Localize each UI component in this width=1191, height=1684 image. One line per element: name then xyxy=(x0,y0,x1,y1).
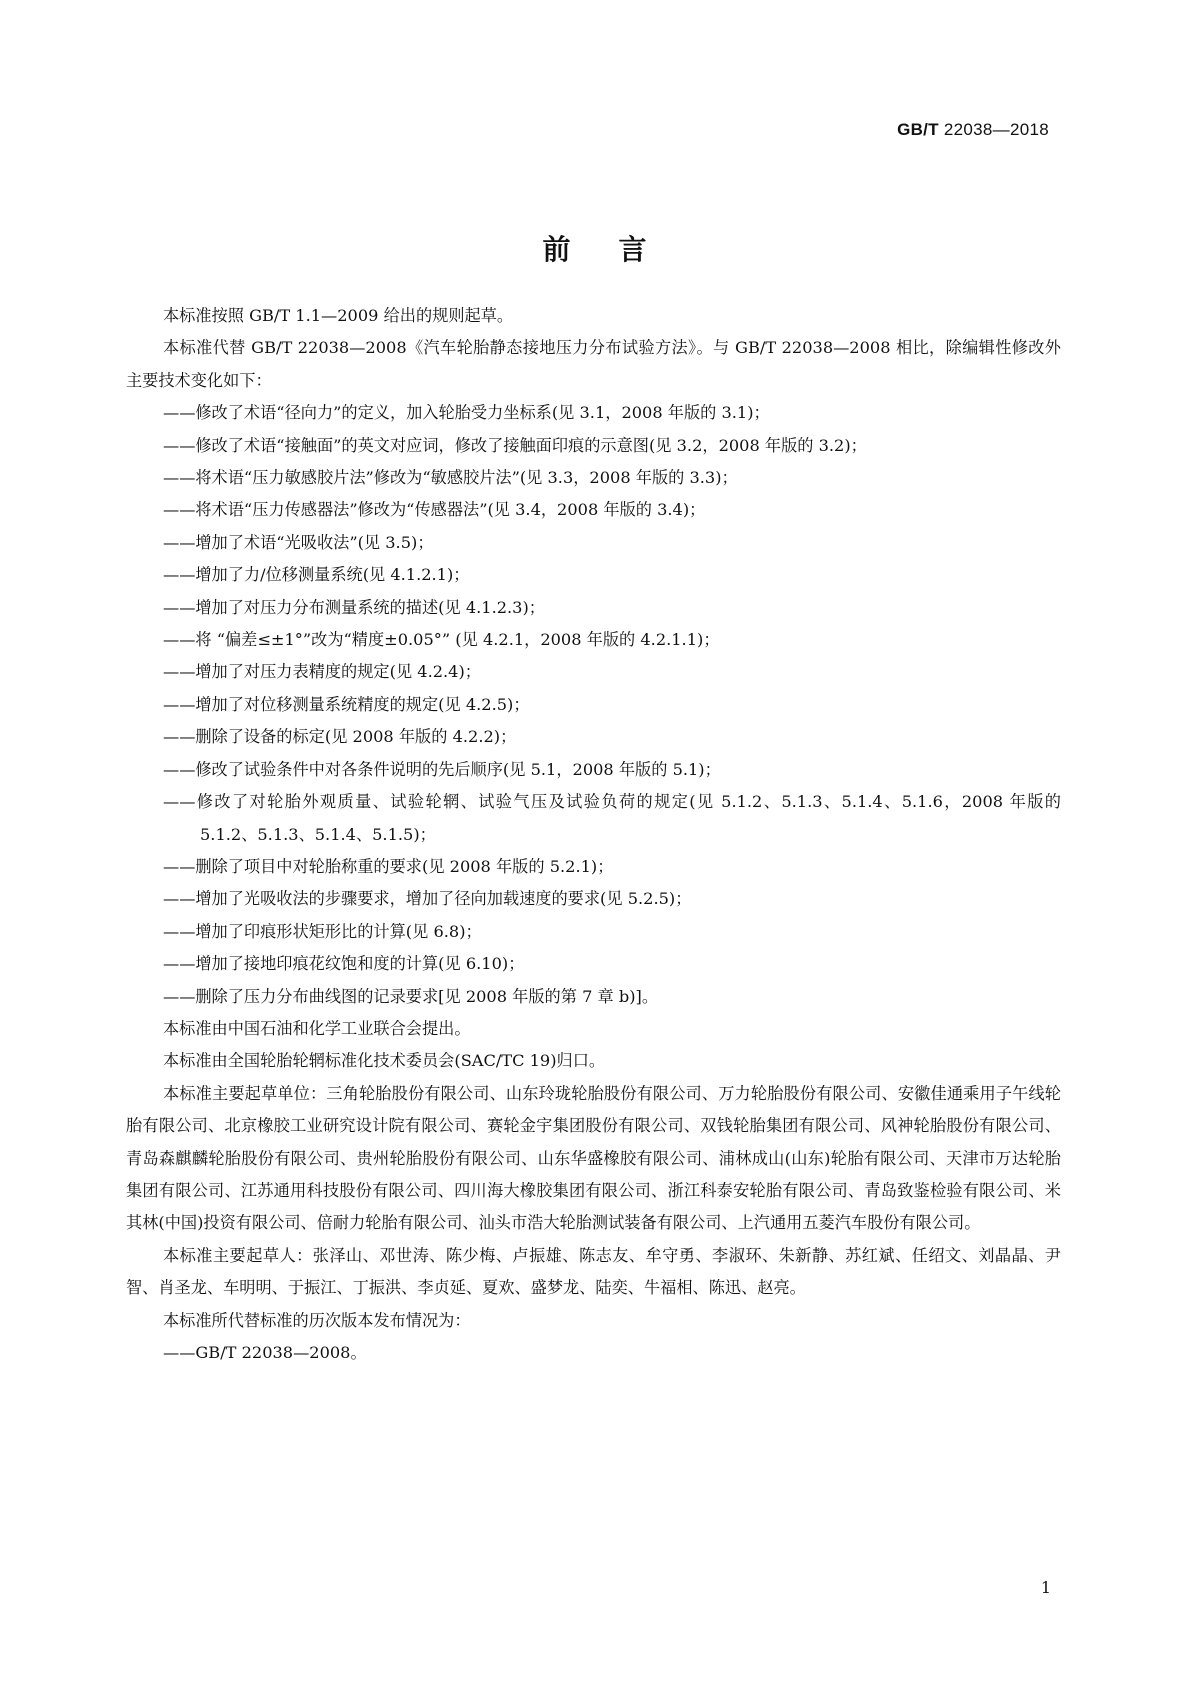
list-item: ——增加了术语“光吸收法”(见 3.5)； xyxy=(163,532,434,552)
list-item: ——将术语“压力传感器法”修改为“传感器法”(见 3.4，2008 年版的 3.4)； xyxy=(163,500,706,520)
standard-code-prefix: GB/T xyxy=(897,120,939,139)
list-item: ——增加了对压力分布测量系统的描述(见 4.1.2.3)； xyxy=(163,597,545,617)
drafting-rules-paragraph: 本标准按照 GB/T 1.1—2009 给出的规则起草。 xyxy=(163,306,514,325)
list-item: ——增加了印痕形状矩形比的计算(见 6.8)； xyxy=(163,921,482,941)
list-item: ——增加了光吸收法的步骤要求，增加了径向加载速度的要求(见 5.2.5)； xyxy=(163,889,692,909)
page-number: 1 xyxy=(1040,1578,1051,1597)
list-item: ——删除了压力分布曲线图的记录要求[见 2008 年版的第 7 章 b)]。 xyxy=(163,986,659,1006)
list-item: ——增加了对位移测量系统精度的规定(见 4.2.5)； xyxy=(163,694,530,714)
proposer-paragraph: 本标准由中国石油和化学工业联合会提出。 xyxy=(163,1018,471,1038)
page-title-char-1: 前 xyxy=(542,233,573,266)
list-item: ——修改了试验条件中对各条件说明的先后顺序(见 5.1，2008 年版的 5.1)； xyxy=(163,759,721,779)
standard-code xyxy=(897,120,1049,140)
list-item: ——删除了项目中对轮胎称重的要求(见 2008 年版的 5.2.1)； xyxy=(163,856,614,876)
list-item: ——修改了对轮胎外观质量、试验轮辋、试验气压及试验负荷的规定(见 5.1.2、5.1.3、5.1.4、5.1.6，2008 年版的 5.1.2、5.1.3、5.1.4、5.1.5)； xyxy=(163,792,1061,844)
list-item: ——修改了术语“接触面”的英文对应词，修改了接触面印痕的示意图(见 3.2，2008 年版的 3.2)； xyxy=(163,435,867,455)
drafters-paragraph: 本标准主要起草人：张泽山、邓世涛、陈少梅、卢振雄、陈志友、牟守勇、李淑环、朱新静、苏红斌、任绍文、刘晶晶、尹智、肖圣龙、车明明、于振江、丁振洪、李贞延、夏欢、盛梦龙、陆奕、牛福相、陈迅、赵亮。 xyxy=(126,1245,1061,1298)
list-item: ——将 “偏差≤±1°”改为“精度±0.05°” (见 4.2.1，2008 年版的 4.2.1.1)； xyxy=(163,630,720,650)
committee-paragraph: 本标准由全国轮胎轮辋标准化技术委员会(SAC/TC 19)归口。 xyxy=(163,1051,606,1071)
page-title xyxy=(0,228,1191,268)
list-item: ——删除了设备的标定(见 2008 年版的 4.2.2)； xyxy=(163,727,517,747)
changes-list xyxy=(126,397,1061,1013)
list-item: ——增加了接地印痕花纹饱和度的计算(见 6.10)； xyxy=(163,954,525,974)
list-item: ——将术语“压力敏感胶片法”修改为“敏感胶片法”(见 3.3，2008 年版的 3.3)； xyxy=(163,468,738,488)
standard-code-number: 22038—2018 xyxy=(943,120,1049,139)
list-item: ——增加了对压力表精度的规定(见 4.2.4)； xyxy=(163,662,481,682)
drafting-units-paragraph: 本标准主要起草单位：三角轮胎股份有限公司、山东玲珑轮胎股份有限公司、万力轮胎股份有限公司、安徽佳通乘用子午线轮胎有限公司、北京橡胶工业研究设计院有限公司、赛轮金宇集团股份有限公司、双钱轮胎集团有限公司、风神轮胎股份有限公司、青岛森麒麟轮胎股份有限公司、贵州轮胎股份有限公司、山东华盛橡胶有限公司、浦林成山(山东)轮胎有限公司、天津市万达轮胎集团有限公司、江苏通用科技股份有限公司、四川海大橡胶集团有限公司、浙江科泰安轮胎有限公司、青岛致鉴检验有限公司、米其林(中国)投资有限公司、倍耐力轮胎有限公司、汕头市浩大轮胎测试装备有限公司、上汽通用五菱汽车股份有限公司。 xyxy=(126,1083,1061,1233)
previous-editions-paragraph: 本标准所代替标准的历次版本发布情况为： xyxy=(163,1310,471,1330)
previous-edition-item: ——GB/T 22038—2008。 xyxy=(163,1343,367,1362)
foreword-body xyxy=(126,300,1061,1369)
list-item: ——修改了术语“径向力”的定义，加入轮胎受力坐标系(见 3.1，2008 年版的 3.1)； xyxy=(163,403,770,423)
list-item: ——增加了力/位移测量系统(见 4.1.2.1)； xyxy=(163,565,470,585)
page-title-char-2: 言 xyxy=(618,233,649,266)
replacement-paragraph: 本标准代替 GB/T 22038—2008《汽车轮胎静态接地压力分布试验方法》。与 GB/T 22038—2008 相比，除编辑性修改外主要技术变化如下： xyxy=(126,338,1061,390)
